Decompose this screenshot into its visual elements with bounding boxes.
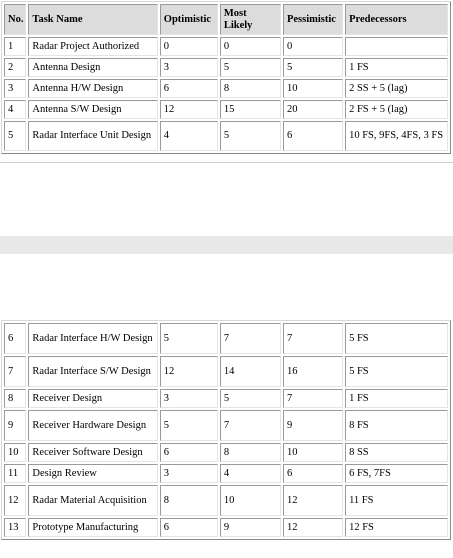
cell-optimistic: 8	[160, 485, 218, 516]
cell-pessimistic: 16	[283, 356, 343, 387]
cell-predecessors: 8 SS	[345, 443, 448, 462]
cell-predecessors: 10 FS, 9FS, 4FS, 3 FS	[345, 121, 448, 151]
cell-no: 11	[4, 464, 26, 483]
cell-pessimistic: 12	[283, 485, 343, 516]
cell-no: 9	[4, 410, 26, 441]
cell-predecessors	[345, 37, 448, 56]
page-divider	[0, 162, 453, 163]
cell-pessimistic: 6	[283, 121, 343, 151]
cell-no: 8	[4, 389, 26, 408]
cell-most-likely: 10	[220, 485, 281, 516]
cell-predecessors: 5 FS	[345, 356, 448, 387]
cell-optimistic: 0	[160, 37, 218, 56]
table-row	[4, 443, 448, 462]
table-row	[4, 389, 448, 408]
cell-predecessors: 5 FS	[345, 323, 448, 354]
table-row	[4, 100, 448, 119]
table-row	[4, 323, 448, 354]
cell-most-likely: 14	[220, 356, 281, 387]
cell-pessimistic: 7	[283, 323, 343, 354]
cell-most-likely: 15	[220, 100, 281, 119]
cell-most-likely: 8	[220, 79, 281, 98]
cell-task-name: Radar Interface Unit Design	[28, 121, 157, 151]
cell-task-name: Radar Material Acquisition	[28, 485, 157, 516]
table-row	[4, 410, 448, 441]
cell-predecessors: 1 FS	[345, 389, 448, 408]
cell-optimistic: 6	[160, 518, 218, 537]
header-no: No.	[4, 4, 26, 35]
cell-task-name: Prototype Manufacturing	[28, 518, 157, 537]
table-row	[4, 121, 448, 151]
cell-optimistic: 6	[160, 79, 218, 98]
cell-task-name: Receiver Software Design	[28, 443, 157, 462]
table-row	[4, 485, 448, 516]
cell-optimistic: 12	[160, 100, 218, 119]
cell-no: 7	[4, 356, 26, 387]
cell-task-name: Radar Interface H/W Design	[28, 323, 157, 354]
cell-pessimistic: 7	[283, 389, 343, 408]
cell-pessimistic: 6	[283, 464, 343, 483]
cell-most-likely: 4	[220, 464, 281, 483]
cell-predecessors: 12 FS	[345, 518, 448, 537]
cell-optimistic: 5	[160, 323, 218, 354]
cell-optimistic: 3	[160, 464, 218, 483]
task-table-bottom	[1, 320, 451, 540]
header-pessimistic: Pessimistic	[283, 4, 343, 35]
cell-predecessors: 2 SS + 5 (lag)	[345, 79, 448, 98]
cell-pessimistic: 10	[283, 443, 343, 462]
cell-pessimistic: 10	[283, 79, 343, 98]
cell-pessimistic: 0	[283, 37, 343, 56]
cell-task-name: Radar Project Authorized	[28, 37, 157, 56]
cell-task-name: Antenna H/W Design	[28, 79, 157, 98]
cell-no: 10	[4, 443, 26, 462]
header-task-name: Task Name	[28, 4, 157, 35]
cell-no: 5	[4, 121, 26, 151]
cell-no: 4	[4, 100, 26, 119]
cell-task-name: Antenna Design	[28, 58, 157, 77]
cell-task-name: Radar Interface S/W Design	[28, 356, 157, 387]
header-most-likely: Most Likely	[220, 4, 281, 35]
cell-most-likely: 0	[220, 37, 281, 56]
cell-pessimistic: 5	[283, 58, 343, 77]
header-predecessors: Predecessors	[345, 4, 448, 35]
cell-no: 6	[4, 323, 26, 354]
cell-no: 2	[4, 58, 26, 77]
cell-optimistic: 3	[160, 58, 218, 77]
cell-pessimistic: 20	[283, 100, 343, 119]
cell-no: 1	[4, 37, 26, 56]
cell-most-likely: 5	[220, 58, 281, 77]
cell-most-likely: 5	[220, 121, 281, 151]
cell-most-likely: 5	[220, 389, 281, 408]
cell-predecessors: 11 FS	[345, 485, 448, 516]
cell-optimistic: 6	[160, 443, 218, 462]
table-row	[4, 79, 448, 98]
cell-pessimistic: 12	[283, 518, 343, 537]
cell-predecessors: 2 FS + 5 (lag)	[345, 100, 448, 119]
cell-optimistic: 12	[160, 356, 218, 387]
cell-predecessors: 6 FS, 7FS	[345, 464, 448, 483]
table-row	[4, 464, 448, 483]
page-break-band	[0, 236, 453, 254]
table-header-row	[4, 4, 448, 35]
cell-optimistic: 5	[160, 410, 218, 441]
table-row	[4, 37, 448, 56]
cell-task-name: Antenna S/W Design	[28, 100, 157, 119]
cell-most-likely: 7	[220, 410, 281, 441]
cell-optimistic: 3	[160, 389, 218, 408]
cell-no: 3	[4, 79, 26, 98]
task-table-top	[1, 1, 451, 154]
table-row	[4, 518, 448, 537]
cell-pessimistic: 9	[283, 410, 343, 441]
cell-task-name: Receiver Design	[28, 389, 157, 408]
cell-no: 13	[4, 518, 26, 537]
cell-most-likely: 8	[220, 443, 281, 462]
cell-task-name: Design Review	[28, 464, 157, 483]
cell-most-likely: 9	[220, 518, 281, 537]
table-row	[4, 58, 448, 77]
cell-optimistic: 4	[160, 121, 218, 151]
cell-predecessors: 1 FS	[345, 58, 448, 77]
header-optimistic: Optimistic	[160, 4, 218, 35]
cell-predecessors: 8 FS	[345, 410, 448, 441]
cell-task-name: Receiver Hardware Design	[28, 410, 157, 441]
cell-no: 12	[4, 485, 26, 516]
cell-most-likely: 7	[220, 323, 281, 354]
table-row	[4, 356, 448, 387]
